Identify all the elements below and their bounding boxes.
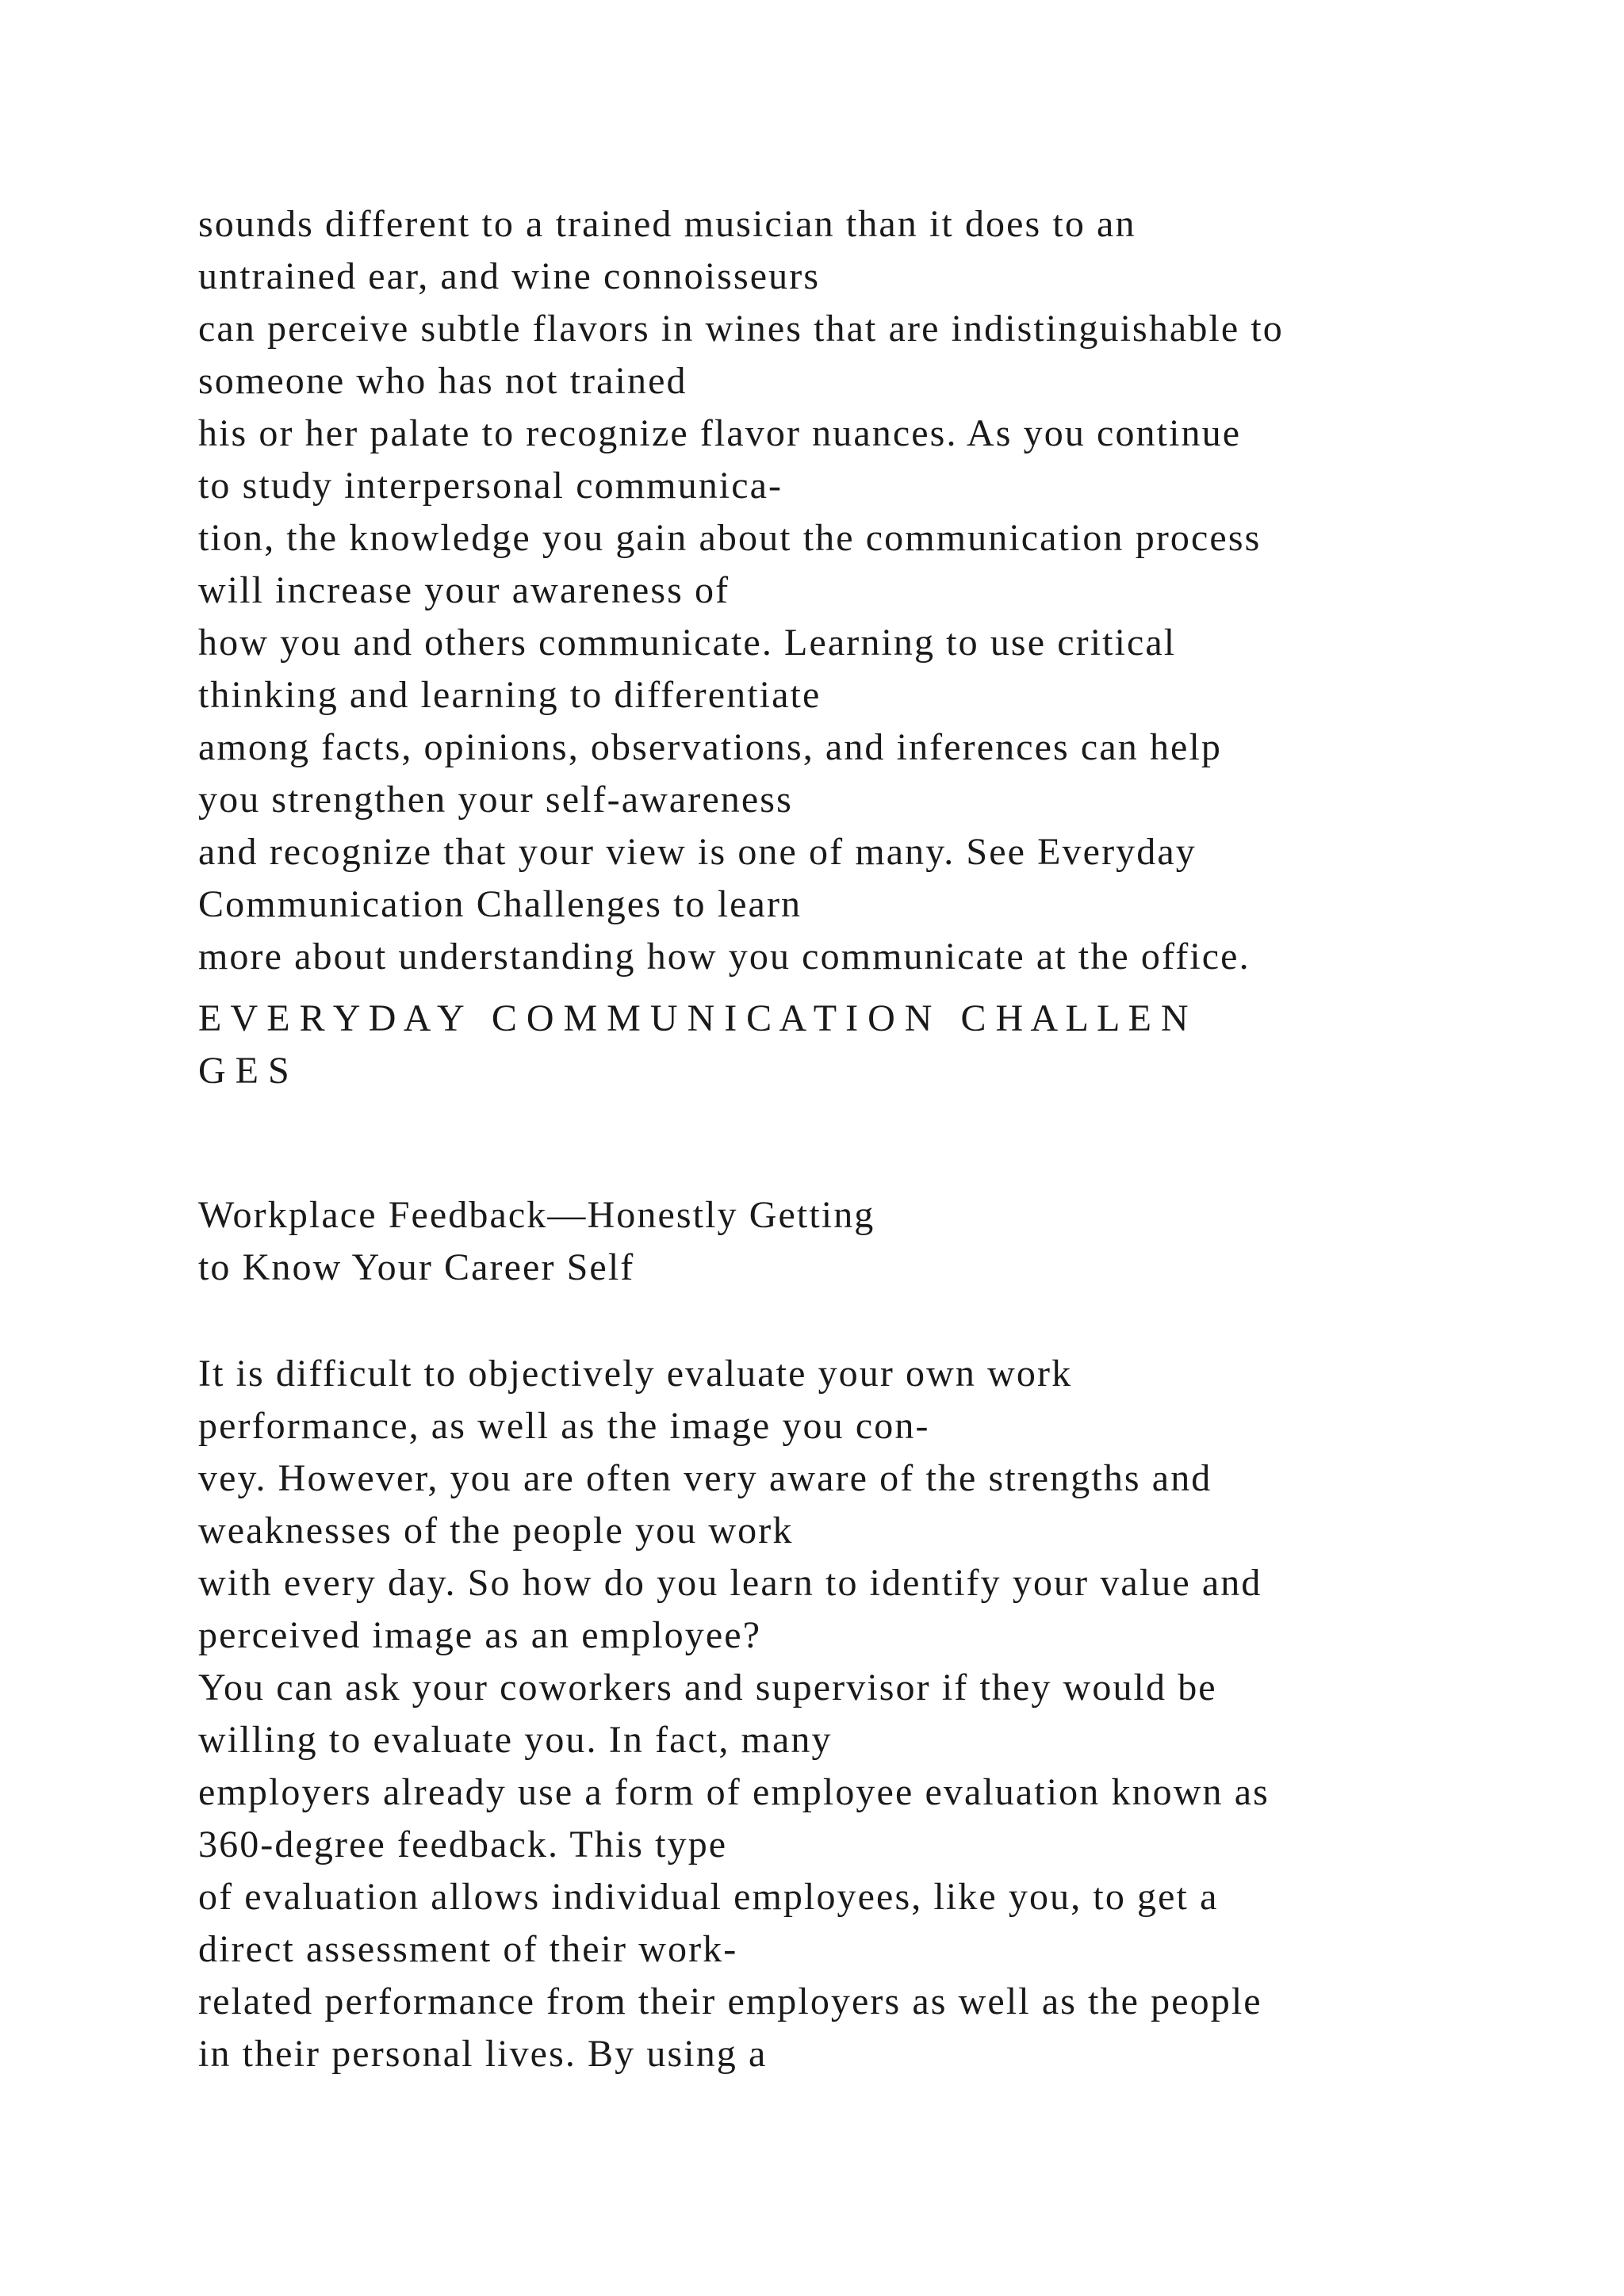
section-heading <box>198 993 1499 1097</box>
text-line: can perceive subtle flavors in wines that are indistinguishable to <box>198 308 1284 350</box>
title-line: to Know Your Career Self <box>198 1246 635 1288</box>
text-line: performance, as well as the image you con- <box>198 1405 930 1447</box>
text-line: someone who has not trained <box>198 360 688 402</box>
text-line: willing to evaluate you. In fact, many <box>198 1719 833 1761</box>
text-line: employers already use a form of employee evaluation known as <box>198 1771 1270 1813</box>
text-line: among facts, opinions, observations, and inferences can help <box>198 726 1222 768</box>
text-line: how you and others communicate. Learning to use critical <box>198 622 1177 664</box>
text-line: more about understanding how you communicate at the office. <box>198 936 1251 978</box>
text-line: thinking and learning to differentiate <box>198 674 822 716</box>
text-line: It is difficult to objectively evaluate your own work <box>198 1353 1073 1395</box>
text-line: and recognize that your view is one of many. See Everyday <box>198 831 1197 873</box>
text-line: of evaluation allows individual employees, like you, to get a <box>198 1876 1219 1918</box>
text-line: Communication Challenges to learn <box>198 883 802 925</box>
text-line: sounds different to a trained musician than it does to an <box>198 203 1136 245</box>
text-line: you strengthen your self-awareness <box>198 779 793 821</box>
text-line: with every day. So how do you learn to identify your value and <box>198 1562 1262 1604</box>
text-line: tion, the knowledge you gain about the communication process <box>198 517 1262 559</box>
text-line: related performance from their employers as well as the people <box>198 1980 1262 2022</box>
intro-paragraph <box>198 198 1499 983</box>
text-line: weaknesses of the people you work <box>198 1510 794 1552</box>
text-line: You can ask your coworkers and supervisor if they would be <box>198 1667 1217 1709</box>
heading-line: E V E R Y D A Y C O M M U N I C A T I O N C H A L L E N <box>198 997 1189 1039</box>
text-line: in their personal lives. By using a <box>198 2033 768 2075</box>
text-line: vey. However, you are often very aware of the strengths and <box>198 1457 1212 1499</box>
text-line: 360-degree feedback. This type <box>198 1823 728 1866</box>
text-line: to study interpersonal communica- <box>198 465 783 507</box>
feature-title <box>198 1189 1499 1294</box>
text-line: direct assessment of their work- <box>198 1928 738 1970</box>
text-line: will increase your awareness of <box>198 569 730 611</box>
text-line: untrained ear, and wine connoisseurs <box>198 255 821 297</box>
heading-line: G E S <box>198 1050 289 1092</box>
title-line: Workplace Feedback—Honestly Getting <box>198 1194 875 1236</box>
feature-paragraph <box>198 1348 1499 2080</box>
text-line: perceived image as an employee? <box>198 1614 762 1656</box>
text-line: his or her palate to recognize flavor nuances. As you continue <box>198 412 1242 454</box>
